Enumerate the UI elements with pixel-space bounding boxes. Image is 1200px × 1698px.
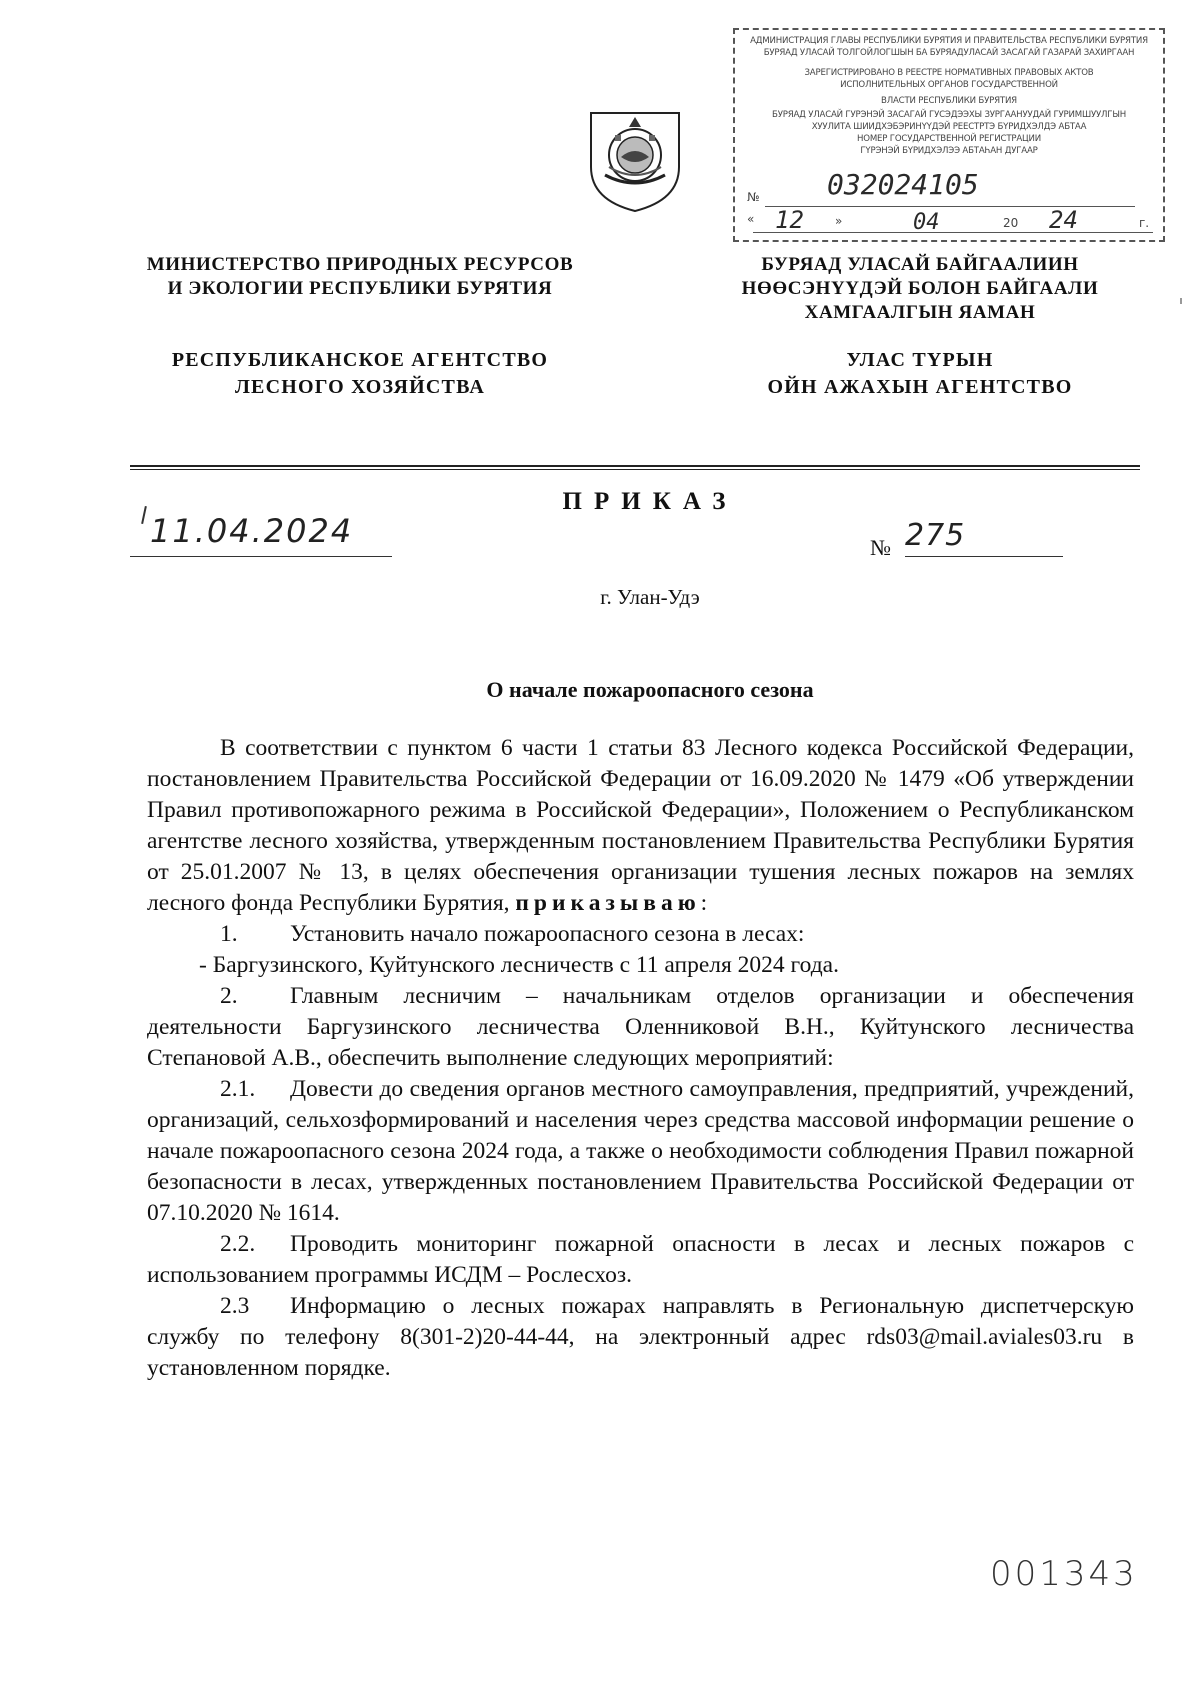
stamp-line: БУРЯАД УЛАСАЙ ГУРЭНЭЙ ЗАСАГАЙ ГУСЭДЭЭХЫ ЗУРГААНУУДАЙ ГУРИМШУУЛГЫН bbox=[772, 110, 1126, 120]
left-ministry bbox=[140, 253, 580, 301]
stamp-line: АДМИНИСТРАЦИЯ ГЛАВЫ РЕСПУБЛИКИ БУРЯТИЯ И ПРАВИТЕЛЬСТВА РЕСПУБЛИКИ БУРЯТИЯ bbox=[750, 36, 1148, 46]
header-divider-thin bbox=[130, 469, 1140, 470]
item-text: Довести до сведения органов местного самоуправления, предприятий, учреждений, организаций, сельхозформирований и населения через средства массовой информации решение о начале пожароопасного сезона 2024 года, а также о необходимости соблюдения Правил пожарной безопасности в лесах, утвержденных постановлением Правительства Российской Федерации от 07.10.2020 № 1614. bbox=[147, 1076, 1134, 1226]
order-heading: ПРИКАЗ bbox=[562, 488, 738, 515]
item-text: Установить начало пожароопасного сезона в лесах: bbox=[290, 921, 805, 947]
left-agency-line: РЕСПУБЛИКАНСКОЕ АГЕНТСТВО bbox=[171, 349, 549, 371]
item-text: - Баргузинского, Куйтунского лесничеств с 11 апреля 2024 года. bbox=[199, 952, 839, 978]
item-number: 2.2. bbox=[220, 1231, 256, 1257]
item-number: 2.1. bbox=[220, 1076, 256, 1102]
item-text: Главным лесничим – начальникам отделов организации и обеспечения деятельности Баргузинского лесничества Оленниковой В.Н., Куйтунского лесничества Степановой А.В., обеспечить выполнение следующих мероприятий: bbox=[147, 983, 1134, 1071]
stamp-line: ЗАРЕГИСТРИРОВАНО В РЕЕСТРЕ НОРМАТИВНЫХ ПРАВОВЫХ АКТОВ bbox=[804, 68, 1094, 78]
header-divider bbox=[130, 465, 1140, 467]
document-number: 001343 bbox=[990, 1554, 1138, 1594]
stamp-line: ВЛАСТИ РЕСПУБЛИКИ БУРЯТИЯ bbox=[881, 96, 1017, 106]
item-number: 1. bbox=[220, 921, 238, 947]
stamp-year-unit: г. bbox=[1139, 216, 1150, 230]
right-ministry-line: ХАМГААЛГЫН ЯАМАН bbox=[804, 302, 1036, 323]
right-ministry bbox=[725, 253, 1115, 325]
stamp-year-suffix: 24 bbox=[1049, 206, 1078, 234]
intro-colon: : bbox=[700, 890, 708, 916]
left-agency-line: ЛЕСНОГО ХОЗЯЙСТВА bbox=[234, 376, 486, 398]
order-body bbox=[147, 733, 1134, 1384]
scan-speck bbox=[1180, 298, 1182, 304]
stamp-line: ИСПОЛНИТЕЛЬНЫХ ОРГАНОВ ГОСУДАРСТВЕННОЙ bbox=[840, 80, 1058, 90]
item-2-3 bbox=[147, 1291, 1134, 1384]
number-underline bbox=[905, 556, 1063, 557]
item-2-2 bbox=[147, 1229, 1134, 1291]
item-number: 2. bbox=[220, 983, 238, 1009]
right-agency-line: УЛАС ТҮРЫН bbox=[846, 349, 994, 371]
stamp-line: ХУУЛИТА ШИИДХЭБЭРИНҮҮДЭЙ РЕЕСТРТЭ БҮРИДХЭЛДЭ АБТАА bbox=[811, 122, 1087, 132]
intro-emphasis: приказываю bbox=[515, 890, 701, 916]
left-agency bbox=[140, 347, 580, 401]
order-number-label: № bbox=[870, 535, 891, 560]
item-2-1 bbox=[147, 1074, 1134, 1229]
city: г. Улан-Удэ bbox=[600, 585, 700, 609]
intro-text: В соответствии с пунктом 6 части 1 статьи 83 Лесного кодекса Российской Федерации, постановлением Правительства Российской Федерации от 16.09.2020 № 1479 «Об утверждении Правил противопожарного режима в Российской Федерации», Положением о Республиканском агентстве лесного хозяйства, утвержденным постановлением Правительства Республики Бурятия от 25.01.2007 № 13, в целях обеспечения организации тушения лесных пожаров на землях лесного фонда Республики Бурятия, bbox=[147, 735, 1134, 916]
stamp-year-prefix: 20 bbox=[1003, 216, 1019, 230]
stamp-number-label: № bbox=[747, 190, 760, 204]
stamp-line: БУРЯАД УЛАСАЙ ТОЛГОЙЛОГШЫН БА БУРЯАДУЛАСАЙ ЗАСАГАЙ ГАЗАРАЙ ЗАХИРГААН bbox=[763, 48, 1135, 58]
order-title: О начале пожароопасного сезона bbox=[486, 677, 814, 702]
stamp-line: НОМЕР ГОСУДАРСТВЕННОЙ РЕГИСТРАЦИИ bbox=[857, 134, 1041, 144]
stamp-line: ГҮРЭНЭЙ БҮРИДХЭЛЭЭ АБТАҺАН ДУГААР bbox=[860, 146, 1038, 156]
stamp-month: 04 bbox=[913, 210, 940, 235]
date-underline bbox=[130, 556, 392, 557]
right-agency-line: ОЙН АЖАХЫН АГЕНТСТВО bbox=[767, 376, 1073, 398]
stamp-day: 12 bbox=[775, 206, 804, 234]
coat-of-arms-icon bbox=[585, 105, 685, 215]
item-text: Проводить мониторинг пожарной опасности в лесах и лесных пожаров с использованием программы ИСДМ – Рослесхоз. bbox=[147, 1231, 1134, 1288]
right-agency bbox=[725, 347, 1115, 401]
item-number: 2.3 bbox=[220, 1293, 250, 1319]
stamp-reg-number: 032024105 bbox=[827, 168, 979, 201]
registration-stamp: АДМИНИСТРАЦИЯ ГЛАВЫ РЕСПУБЛИКИ БУРЯТИЯ И ПРАВИТЕЛЬСТВА РЕСПУБЛИКИ БУРЯТИЯ БУРЯАД УЛАСАЙ ТОЛГОЙЛОГШЫН БА БУРЯАДУЛАСАЙ ЗАСАГАЙ ГАЗАРАЙ ЗАХИРГААН ЗАРЕГИСТРИРОВАНО В РЕЕСТРЕ НОРМАТИВНЫХ ПРАВОВЫХ АКТОВ ИСПОЛНИТЕЛЬНЫХ ОРГАНОВ ГОСУДАРСТВЕННОЙ ВЛАСТИ РЕСПУБЛИКИ БУРЯТИЯ БУРЯАД УЛАСАЙ ГУРЭНЭЙ ЗАСАГАЙ ГУСЭДЭЭХЫ ЗУРГААНУУДАЙ ГУРИМШУУЛГЫН ХУУЛИТА ШИИДХЭБЭРИНҮҮДЭЙ РЕЕСТРТЭ БҮРИДХЭЛДЭ АБТАА НОМЕР ГОСУДАРСТВЕННОЙ РЕГИСТРАЦИИ ГҮРЭНЭЙ БҮРИДХЭЛЭЭ АБТАҺАН ДУГААР № 032024105 « 12 » 04 20 24 г. bbox=[733, 28, 1165, 242]
item-2 bbox=[147, 981, 1134, 1074]
date-mark bbox=[141, 506, 147, 524]
right-ministry-line: НӨӨСЭНҮҮДЭЙ БОЛОН БАЙГААЛИ bbox=[741, 278, 1099, 299]
left-ministry-line: МИНИСТЕРСТВО ПРИРОДНЫХ РЕСУРСОВ bbox=[146, 254, 574, 275]
order-number: 275 bbox=[905, 518, 966, 553]
right-ministry-line: БУРЯАД УЛАСАЙ БАЙГААЛИИН bbox=[761, 254, 1079, 275]
item-1-sub bbox=[147, 950, 1134, 981]
item-text: Информацию о лесных пожарах направлять в Региональную диспетчерскую службу по телефону 8(301-2)20-44-44, на электронный адрес rds03@mail.aviales03.ru в установленном порядке. bbox=[147, 1293, 1134, 1381]
item-1 bbox=[147, 919, 1134, 950]
intro-paragraph bbox=[147, 733, 1134, 919]
left-ministry-line: И ЭКОЛОГИИ РЕСПУБЛИКИ БУРЯТИЯ bbox=[167, 278, 553, 299]
order-date: 11.04.2024 bbox=[150, 512, 354, 550]
